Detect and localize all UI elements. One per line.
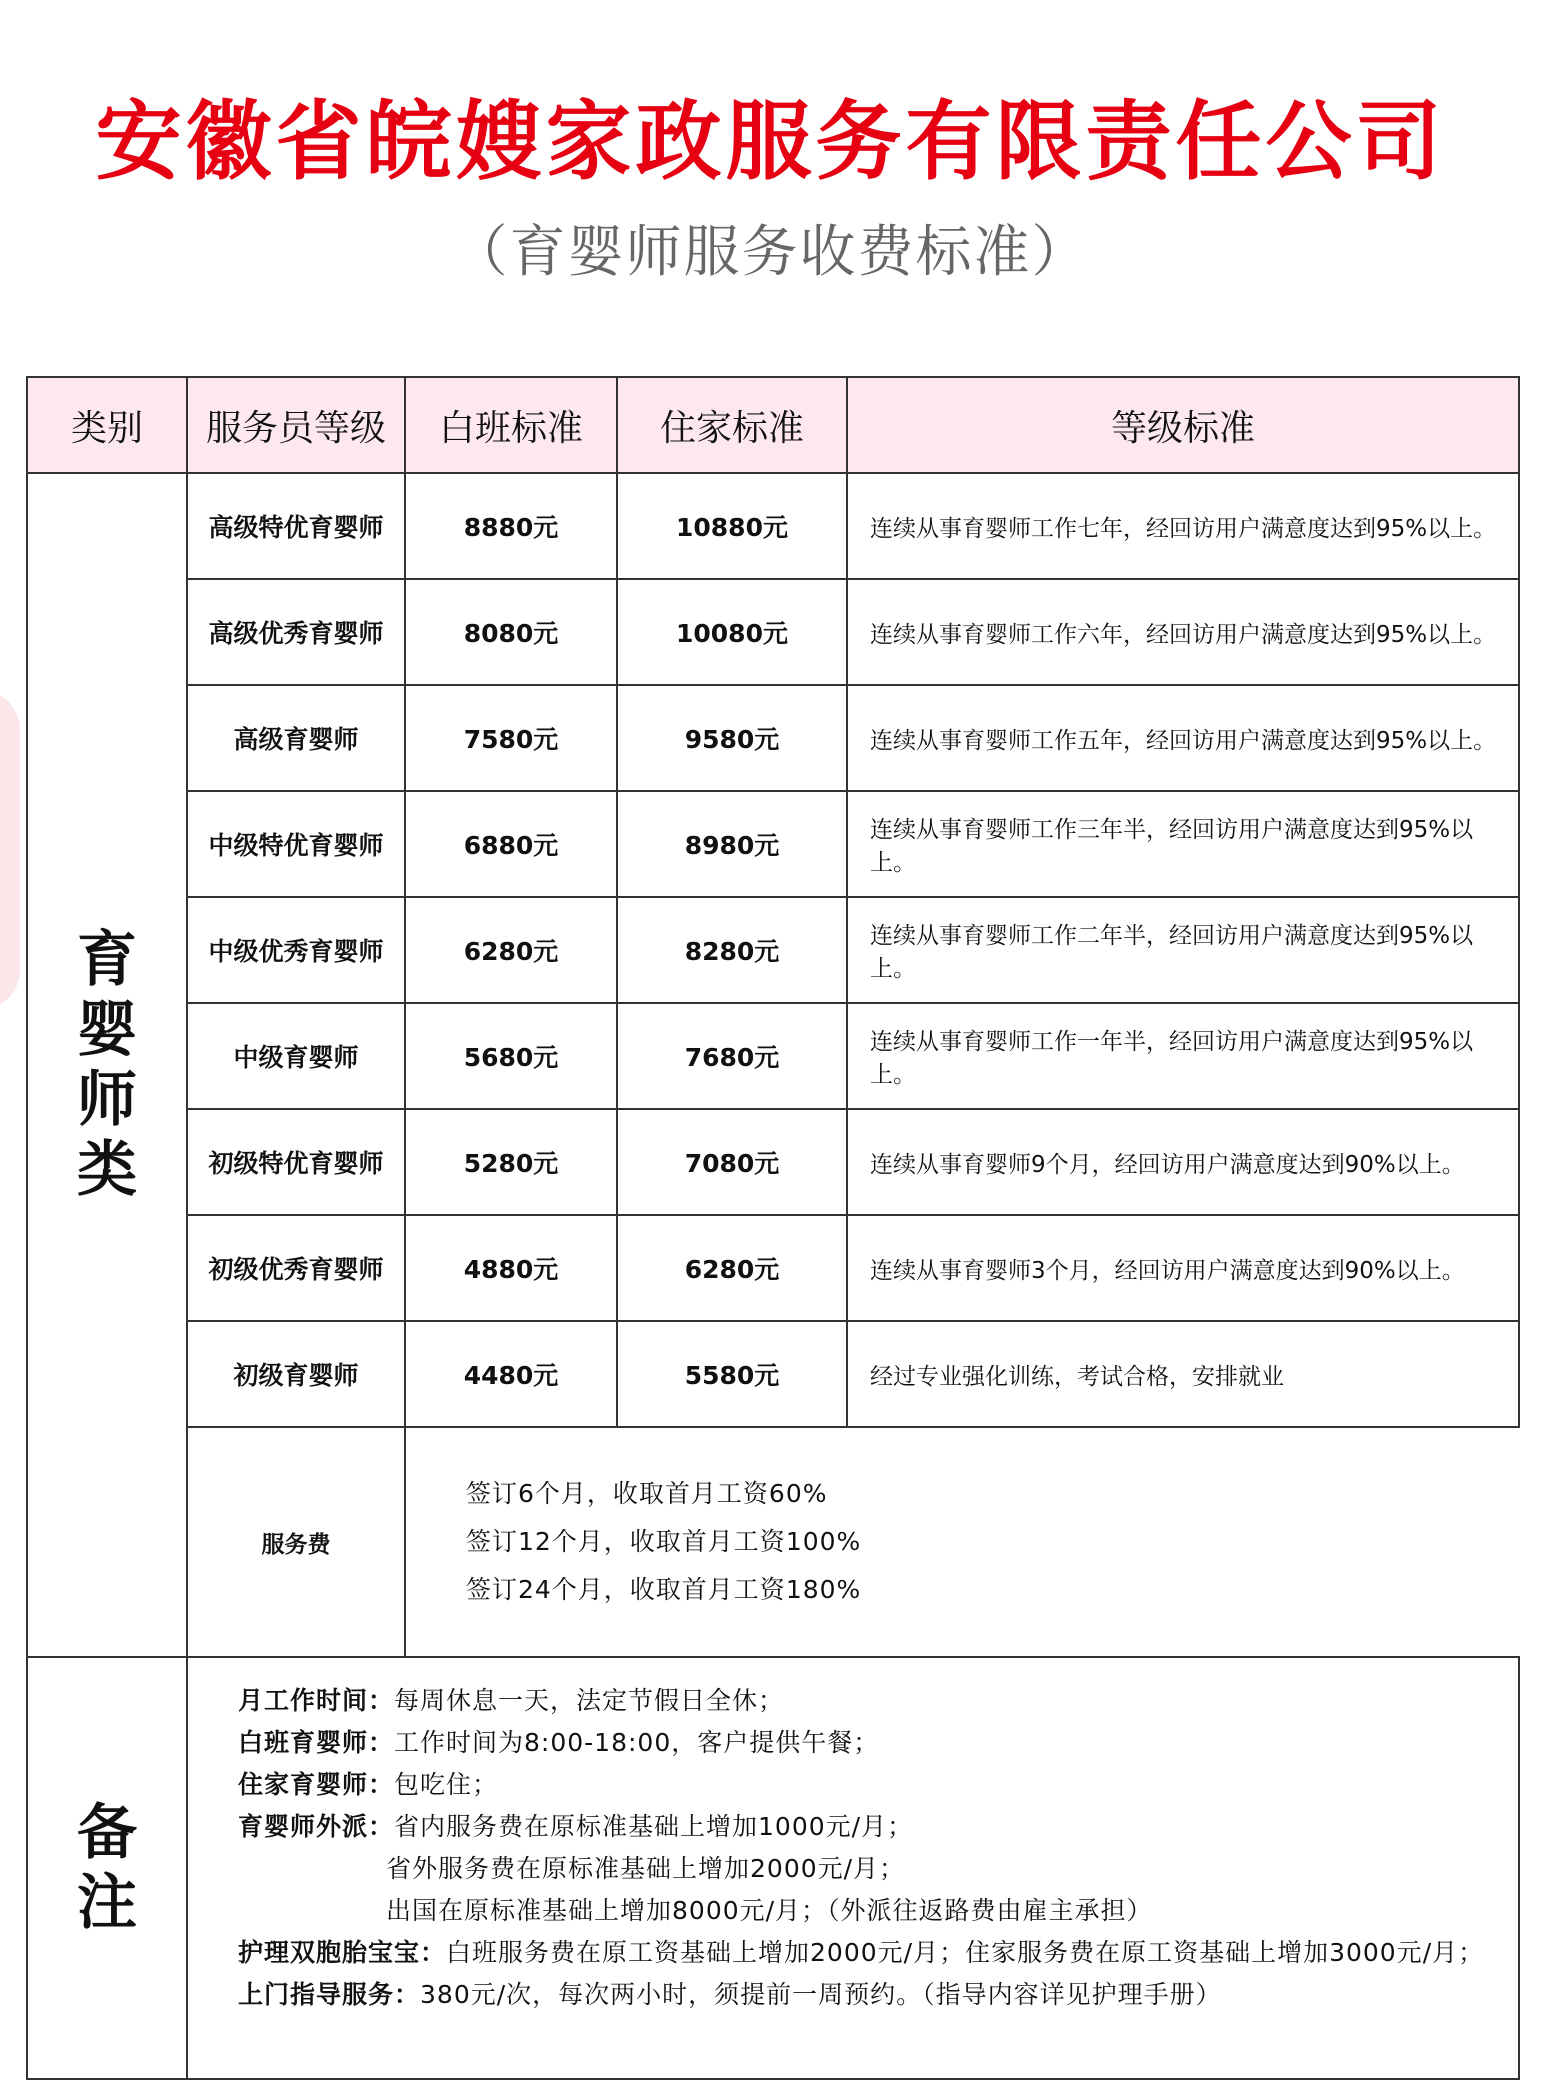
grade-standard-cell: 连续从事育婴师工作一年半，经回访用户满意度达到95%以上。	[847, 1003, 1519, 1109]
table-row	[27, 1109, 1519, 1215]
notes-label-char: 备	[77, 1798, 137, 1868]
document-subtitle: （育婴师服务收费标准）	[451, 220, 1090, 285]
note-line	[238, 1680, 1518, 1722]
level-cell: 初级优秀育婴师	[187, 1215, 405, 1321]
table-row	[27, 1003, 1519, 1109]
grade-standard-cell: 经过专业强化训练，考试合格，安排就业	[847, 1321, 1519, 1427]
grade-standard-cell: 连续从事育婴师工作三年半，经回访用户满意度达到95%以上。	[847, 791, 1519, 897]
notes-content	[187, 1657, 1519, 2079]
header-level: 服务员等级	[187, 377, 405, 473]
grade-standard-cell: 连续从事育婴师3个月，经回访用户满意度达到90%以上。	[847, 1215, 1519, 1321]
live-in-rate-cell: 10880元	[617, 473, 847, 579]
header-category: 类别	[27, 377, 187, 473]
level-cell: 高级特优育婴师	[187, 473, 405, 579]
service-fee-label: 服务费	[187, 1427, 405, 1657]
table-row	[27, 1215, 1519, 1321]
day-rate-cell: 5280元	[405, 1109, 617, 1215]
notes-label-cell	[27, 1657, 187, 2079]
service-fee-line: 签订6个月，收取首月工资60%	[466, 1479, 828, 1508]
note-key: 白班育婴师：	[238, 1728, 395, 1757]
header-grade-standard: 等级标准	[847, 377, 1519, 473]
note-line	[238, 1932, 1518, 1974]
note-line	[238, 1890, 1518, 1932]
service-fee-terms	[405, 1427, 1519, 1657]
live-in-rate-cell: 7080元	[617, 1109, 847, 1215]
day-rate-cell: 4480元	[405, 1321, 617, 1427]
level-cell: 中级特优育婴师	[187, 791, 405, 897]
note-line	[238, 1764, 1518, 1806]
category-char: 育	[77, 925, 137, 995]
day-rate-cell: 5680元	[405, 1003, 617, 1109]
live-in-rate-cell: 9580元	[617, 685, 847, 791]
service-fee-row	[27, 1427, 1519, 1657]
table-row	[27, 897, 1519, 1003]
table-row	[27, 685, 1519, 791]
live-in-rate-cell: 6280元	[617, 1215, 847, 1321]
header-day-rate: 白班标准	[405, 377, 617, 473]
day-rate-cell: 6280元	[405, 897, 617, 1003]
category-char: 类	[77, 1135, 137, 1205]
header-live-in-rate: 住家标准	[617, 377, 847, 473]
level-cell: 高级优秀育婴师	[187, 579, 405, 685]
level-cell: 中级育婴师	[187, 1003, 405, 1109]
live-in-rate-cell: 7680元	[617, 1003, 847, 1109]
table-header-row	[27, 377, 1519, 473]
note-key: 上门指导服务：	[238, 1980, 421, 2009]
company-title: 安徽省皖嫂家政服务有限责任公司	[95, 92, 1446, 192]
day-rate-cell: 7580元	[405, 685, 617, 791]
day-rate-cell: 8880元	[405, 473, 617, 579]
grade-standard-cell: 连续从事育婴师工作五年，经回访用户满意度达到95%以上。	[847, 685, 1519, 791]
note-key: 住家育婴师：	[238, 1770, 395, 1799]
note-text: 省内服务费在原标准基础上增加1000元/月；	[394, 1812, 914, 1841]
note-text: 省外服务费在原标准基础上增加2000元/月；	[386, 1854, 906, 1883]
note-line	[238, 1806, 1518, 1848]
note-key: 护理双胞胎宝宝：	[238, 1938, 447, 1967]
table-row	[27, 579, 1519, 685]
level-cell: 高级育婴师	[187, 685, 405, 791]
note-text: 380元/次，每次两小时，须提前一周预约。（指导内容详见护理手册）	[420, 1980, 1222, 2009]
grade-standard-cell: 连续从事育婴师工作二年半，经回访用户满意度达到95%以上。	[847, 897, 1519, 1003]
grade-standard-cell: 连续从事育婴师9个月，经回访用户满意度达到90%以上。	[847, 1109, 1519, 1215]
day-rate-cell: 4880元	[405, 1215, 617, 1321]
table-row	[27, 473, 1519, 579]
note-text: 每周休息一天，法定节假日全休；	[394, 1686, 785, 1715]
category-cell	[27, 473, 187, 1657]
service-fee-line: 签订24个月，收取首月工资180%	[466, 1575, 862, 1604]
category-char: 婴	[77, 995, 137, 1065]
note-text: 包吃住；	[394, 1770, 499, 1799]
live-in-rate-cell: 10080元	[617, 579, 847, 685]
live-in-rate-cell: 5580元	[617, 1321, 847, 1427]
service-fee-line: 签订12个月，收取首月工资100%	[466, 1527, 862, 1556]
note-text: 白班服务费在原工资基础上增加2000元/月；住家服务费在原工资基础上增加3000元/月；	[446, 1938, 1485, 1967]
fee-table	[26, 376, 1520, 2080]
note-line	[238, 1974, 1518, 2016]
level-cell: 初级特优育婴师	[187, 1109, 405, 1215]
decorative-side-shape	[0, 690, 20, 1010]
note-line	[238, 1722, 1518, 1764]
category-char: 师	[77, 1065, 137, 1135]
day-rate-cell: 8080元	[405, 579, 617, 685]
notes-row	[27, 1657, 1519, 2079]
table-row	[27, 791, 1519, 897]
note-line	[238, 1848, 1518, 1890]
level-cell: 初级育婴师	[187, 1321, 405, 1427]
table-row	[27, 1321, 1519, 1427]
note-text: 出国在原标准基础上增加8000元/月；（外派往返路费由雇主承担）	[386, 1896, 1153, 1925]
note-text: 工作时间为8:00-18:00，客户提供午餐；	[394, 1728, 880, 1757]
level-cell: 中级优秀育婴师	[187, 897, 405, 1003]
day-rate-cell: 6880元	[405, 791, 617, 897]
grade-standard-cell: 连续从事育婴师工作七年，经回访用户满意度达到95%以上。	[847, 473, 1519, 579]
note-key: 育婴师外派：	[238, 1812, 395, 1841]
grade-standard-cell: 连续从事育婴师工作六年，经回访用户满意度达到95%以上。	[847, 579, 1519, 685]
note-key: 月工作时间：	[238, 1686, 395, 1715]
live-in-rate-cell: 8980元	[617, 791, 847, 897]
notes-label-char: 注	[77, 1868, 137, 1938]
live-in-rate-cell: 8280元	[617, 897, 847, 1003]
